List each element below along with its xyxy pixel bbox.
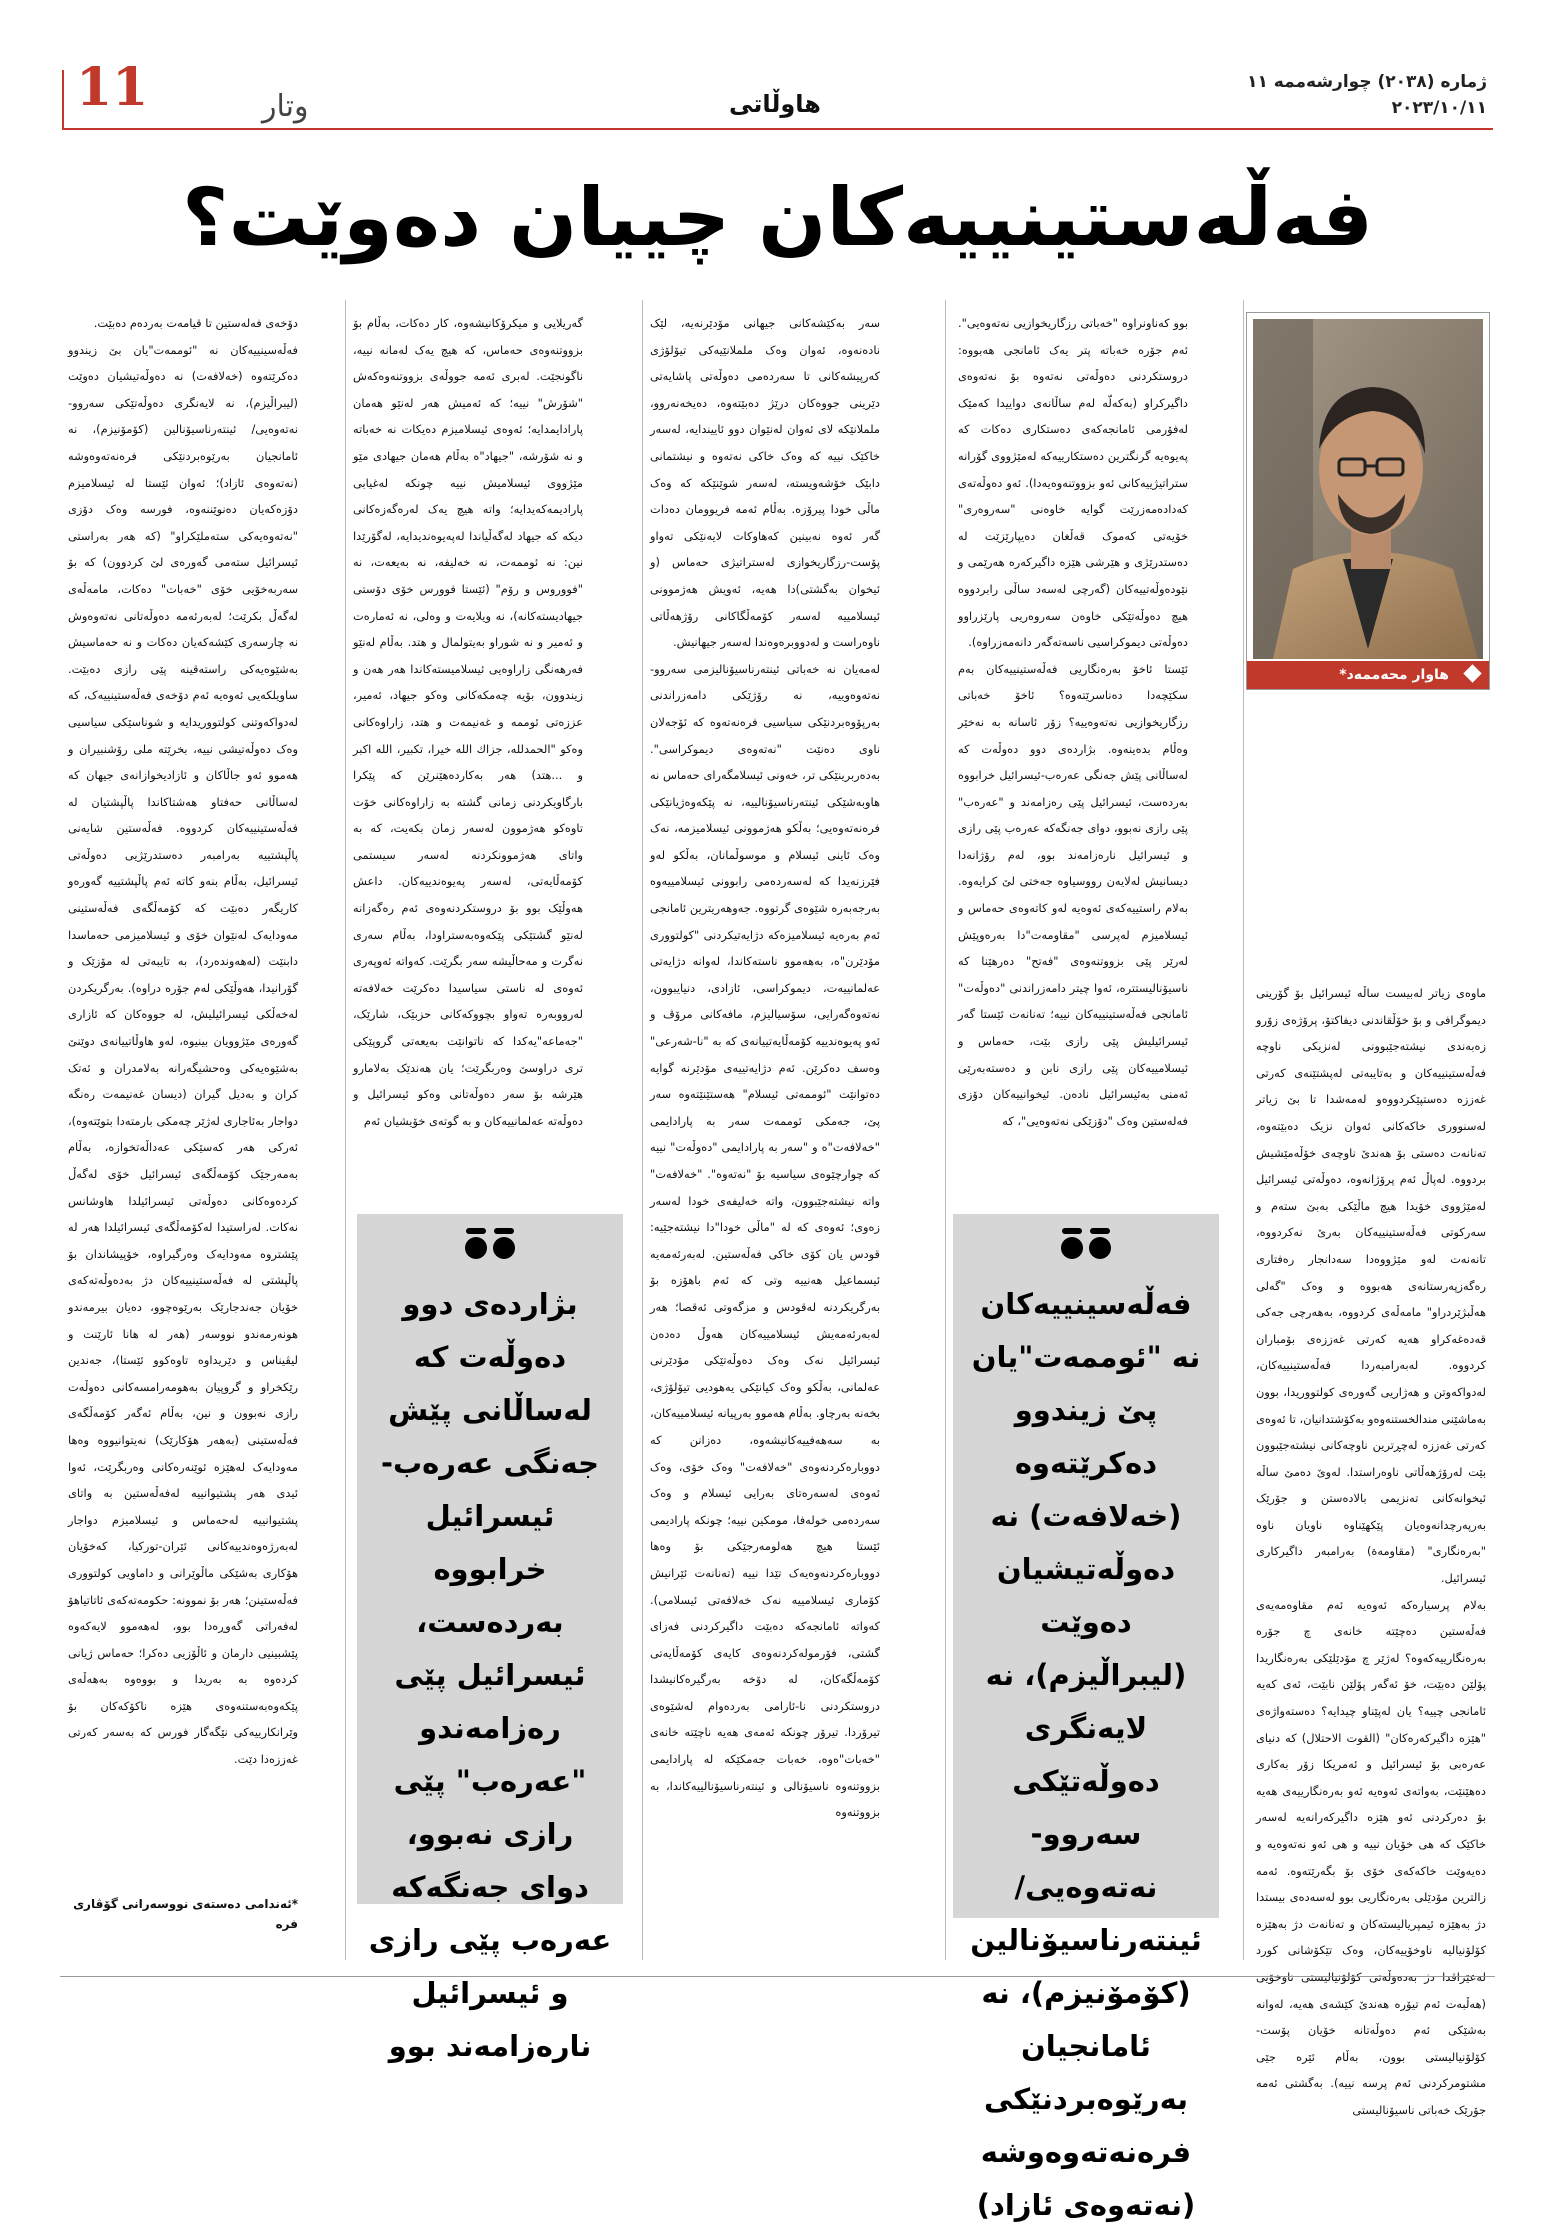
column-divider — [642, 300, 643, 1960]
page-number: 11 — [76, 57, 149, 118]
article-column-3 — [650, 310, 880, 1910]
paragraph: سەر بەکێشەکانی جیهانی مۆدێرنەیە، لێک نادەنەوە، ئەوان وەک ململانێیەکی تیۆلۆژی کەرپیشەکانی تا سەردەمی دەوڵەتی پاشایەتی دێرینی جووەکان درێژ دەبێتەوە، دەیخەنەروو، ململانێکە لای ئەوان لەنێوان دوو ئاییندایە، لەسەر خاکێک نییە کە وەک خاکی نەتەوە و نیشتمانی دابێک خۆشەویستە، لەسەر شوێنێکە کە وەک ماڵی خودا پیرۆزە. بەڵام ئەمە فریوومان دەدات گەر ئەوە نەبینین کەهاوکات لایەنێکی تەواو پۆست-رزگاریخوازی لەستراتیژی حەماس (و ئیخوان بەگشتی)دا هەیە، ئەویش هەژموونی ئیسلامییە لەسەر کۆمەڵگاکانی رۆژهەڵاتی ناوەراست و لەدووبرەوەندا لەسەر جیهانیش. — [650, 316, 880, 650]
article-column-4 — [353, 310, 583, 1186]
author-name: هاوار محەممەد* — [1339, 667, 1449, 683]
quote-marks-icon — [462, 1224, 518, 1264]
author-card — [1246, 312, 1490, 690]
quote-marks-icon — [1058, 1224, 1114, 1264]
issue-number-date: ژمارە (٢٠٣٨) چوارشەممە ١١ — [1247, 72, 1487, 92]
paragraph: بوو کەناونراوە "خەباتی رزگاریخوازیی نەتەوەیی". ئەم جۆرە خەباتە پتر یەک ئامانجی هەبووە: دروستکردنی دەوڵەتی نەتەوە بۆ نەتەوەی داگیرکراو (بەکەلّە لەم ساڵانەی دواییدا کەمێک لەفۆرمی ئامانجەکەی دەستکاری دەکات کە پەیوەیە گرنگترین دەستکارییەکە لەمێژووی گۆرانە ستراتیژییەکانی ئەو بزووتنەوەیەدا). ئەو دەوڵەتەی کەدادەمەزرێت گوایە خاوەنی "سەروەری" خۆیەتی کەموک قەڵغان دەیپارێزێت لە دەستدرێژی و هێرشی هێزە داگیرکەرە هەرێمی و نێودەوڵەتییەکان (گەرچی لەسەد ساڵی رابردووە هیچ دەوڵەتێکی خاوەن سەروەریی پارێزراوو دەوڵەتی دیموکراسیی ناسەتەگەر دانەمەزراوە). — [958, 316, 1188, 650]
bottom-rule — [60, 1976, 1495, 1977]
column-divider — [1243, 300, 1244, 1960]
author-caption-bar — [1247, 661, 1489, 689]
article-column-2 — [958, 310, 1188, 1165]
pull-quote — [953, 1214, 1219, 2222]
author-photo — [1253, 319, 1483, 659]
pull-quote — [357, 1214, 623, 2063]
paragraph: لەمەیان نە خەباتی ئینتەرناسیۆنالیزمی سەروو-نەتەوەوییە، نە رۆژێکی دامەزراندنی بەرپۆوەبردنێکی سیاسیی فرەنەتەوە کە ئۆجەلان ناوی دەنێت "نەتەوەی دیموکراسی". بەدەربرینێکی تر، خەونی ئیسلامگەرای حەماس نە هاوبەشێکی ئینتەرناسیۆنالییە، نە پێکەوەژیانێکی فرەنەتەوەیی؛ بەڵکو هەژموونی ئیسلامیزمە، نەک وەک ئاینی ئیسلام و موسوڵمانان، بەڵکو لەو فێرزنەیدا کە لەسەردەمی رابوونی ئیسلامییەوە بەرجەبەرە شێوەی گرتووە. جەوهەریترین ئامانجی ئەم بەرەیە ئیسلامیزەکە دژایەتیکردنی "کولتووری مۆدێرن"ە، بەهەموو ناستەکاندا، لەوانە دژایەتی عەلمانییەت، دیموکراسی، ئازادی، دنیایبوون، نەتەوەگەرایی، سۆسیالیزم، مافەکانی مرۆڤ و ئەو پەیوەندییە کۆمەڵایەتییانەی کە بە "نا-شەرعی" وەسف دەکرێن. ئەم دژایەتییەی مۆدێرنە گوایە دەتوانێت "ئوممەتی ئیسلام" هەستێنێتەوە سەر پێ، جەمکی ئوممەت سەر بە پارادایمی "خەلافەت"ە و "سەر بە پارادایمی "دەوڵەت" نییە کە چوارچێوەی سیاسیە بۆ "نەتەوە". "خەلافەت" واتە نیشتەجێبوون، واتە خەلیفەی خودا لەسەر زەوی؛ ئەوەی کە لە "ماڵی خودا"دا نیشتەجێیە: قودس یان کۆی خاکی فەڵەستین. لەبەرئەمەیە ئیسماعیل هەنییە وتی کە ئەم باهۆزە بۆ بەرگریکردنە لەقودس و مزگەوتی ئەقصا؛ هەر لەبەرئەمەیش ئیسلامییەکان هەوڵ دەدەن ئیسرائیل نەک وەک دەوڵەتێکی مۆدێرنی عەلمانی، بەڵکو وەک کیانێکی یەهودیی تیۆلۆژی، بخەنە بەرچاو. بەڵام هەموو بەرپیانە ئیسلامییەکان، بە سەهەفییەکانیشەوە، دەزانن کە دووبارەکردنەوەی "خەلافەت" وەک خۆی، وەک ئەوەی لەسەرەتای بەرایی ئیسلام و وەک سەردەمی خولەفا، مومکین نییە؛ چونکە پارادیمی ئێستا هیچ هەلومەرجێکی بۆ وەها دووبارەکردنەوەیەک تێدا نییە (تەنانەت ئێرانیش کۆماری ئیسلامییە نەک خەلافەتی ئیسلامی). کەواتە ئامانجەکە دەبێت داگیرکردنی فەزای گشتی، فۆرمولەکردنەوەی کایەی کۆمەڵایەتی کۆمەڵگەکان، لە دۆخە بەرگیرەکانیشدا دروستکردنی نا-ئارامی بەردەوام لەشێوەی تیرۆردا. تیرۆر چونکە ئەمەی هەیە ناچێتە خانەی "خەبات"ەوە، خەبات جەمکێکە لە پارادایمی بزووتنەوە ناسیۆنالی و ئینتەرناسیۆنالییەکاندا، بە بزووتنەوە — [650, 661, 880, 1820]
paragraph: گەریلایی و میکرۆکانیشەوە، کار دەکات، بەڵام بۆ بزووتنەوەی حەماس، کە هیچ یەک لەمانە نییە، ناگونجێت. لەبری ئەمە جووڵەی بزووتنەوەکەش "شۆرش" نییە؛ کە ئەمیش هەر لەنێو هەمان پارادایمدایە؛ ئەوەی ئیسلامیزم دەیکات نە خەباتە و نە شۆرشە، "جیهاد"ە بەڵام هەمان جیهادی مێو مێژووی ئیسلامیش نییە چونکە لەغیابی پارادیمەکەیدایە؛ واتە هیچ یەک لەرەگەزەکانی دیکە کە جیهاد لەگەڵیاندا لەپەیوەندیدایە، لەگۆرێدا نین: نە ئوممەت، نە خەلیفە، نە بەیعەت، نە "فووروس و رۆم" (ئێستا فوورس خۆی دۆستی جیهادیستەکانە)، نە ویلایەت و وەلی، نە ئەمارەت و ئەمیر و نە شوراو بەیتولمال و هتد. بەڵام لەنێو فەرهەنگی زاراوەیی ئیسلامیستەکاندا هەر هەن و زیندوون، بۆیە چەمکەکانی وەکو جیهاد، ئەمیر، عززەتی ئوممە و غەنیمەت و هتد، زاراوەکانی وەکو "الحمدلله، جزاك الله خیرا، تکبیر، الله اکبر و ...هتد) هەر بەکاردەهێنرێن کە پێکرا بارگاویکردنی زمانی گشتە بە زاراوەکانی خۆت تاوەکو هەژموون لەسەر زمان بکەیت، کە بە واتای هەژموونکردنە لەسەر سیستمی کۆمەڵایەتی، لەسەر پەیوەندییەکان. داعش هەوڵێک بوو بۆ دروستکردنەوەی ئەم رەگەزانە لەنێو گشتێکی پێکەوەبەستراودا، بەڵام سەری نەگرت و مەحاڵیشە سەر بگرێت. کەواتە ئەوپەری ئەوەی لە ناستی سیاسیدا دەکرێت خەلافەتە لەرووبەرە تەواو بچووکەکانی حزبێک، شارێک، "جەماعە"یەکدا کە ناتوانێت بەیعەتی گروپێکی تری دراوسێ وەربگرێت؛ یان هەندێک بەلامارو هێرشە بۆ سەر دەوڵەتانی وەکو ئیسرائیل و دەوڵەتە عەلمانییەکان و بە گوتەی خۆیشیان ئەم — [353, 316, 583, 1128]
column-divider — [345, 300, 346, 1960]
section-label: وتار — [262, 89, 309, 124]
diamond-icon — [1463, 664, 1481, 682]
masthead-logo: هاوڵاتی — [729, 90, 821, 118]
issue-date: ٢٠٢٣/١٠/١١ — [1391, 97, 1487, 118]
pull-quote-text: بژاردەی دوو دەوڵەت کە لەساڵانی پێش جەنگی عەرەب-ئیسرائیل خرابووە بەردەست، ئیسرائیل پێی رەزامەندو "عەرەب" پێی رازی نەبوو، دوای جەنگەکە عەرەب پێی رازی و ئیسرائیل نارەزامەند بوو — [368, 1287, 612, 2063]
header-rule — [62, 128, 1493, 130]
issue-info — [1247, 70, 1487, 121]
paragraph: ماوەی زیاتر لەبیست ساڵە ئیسرائیل بۆ گۆرینی دیموگرافی و بۆ خۆڵقاندنی دیفاکتۆ، پرۆژەی زۆرو زەبەندی نیشتەجێبوونی لەنزیکی ناوچە فەڵەستینییەکان و بەتایبەتی لەپشتێنەی کەرتی غەززە دەستپێکردووەو لەمەشدا تا بێ زیاتر لەسنووری خاکەکانی ئەوان نزیک دەبێتەوە، تەنانەت دەستی بۆ هەندێ ناوچەی خۆڵەمێشیش بردووە. لەپاڵ ئەم پرۆژانەوە، دەوڵەتی ئیسرائیل لەمێژووی خۆیدا هیچ ماڵێکی بەبێ ستەم و سەرکوتی فەڵەستینییەکان بەرێ نەکردووە، تانەنەت لەو مێژووەدا سەدانجار رەفتاری رەگەزپەرستانەی هەبووە و وەک "گەلی هەڵبژێردراو" مامەڵەی کردووە، بەهەرچی جەکی قەدەغەکراو هەیە کەرتی غەززەی بۆمباران کردووە. لەبەرامبەردا فەڵەستینییەکان، لەدواکەوتن و هەژاریی گەورەی کولتووریدا، بوون بەماشێنی مندالخستنەوەو بەکۆشتدانیان، تا ئەوەی کەرتی غەززە لەچڕترین ناوچەکانی نیشتەجێبوون بێت لەرۆژهەڵاتی ناوەراستدا. لەوێ دەمێ ساڵە ئیخوانەکانی تەنزیمی بالادەستن و جۆرێک بەرپەرچدانەوەیان پێکهێناوە ناویان ناوە "بەرەنگاری" (مقاومەة) بەرامبەر داگیرکاری ئیسرائیل. — [1256, 986, 1486, 1586]
article-column-1 — [1256, 980, 1486, 2117]
column-divider — [945, 300, 946, 1960]
article-column-5 — [68, 310, 298, 1850]
author-portrait-image — [1253, 319, 1483, 659]
author-footnote: *ئەندامی دەستەی نووسەرانی گۆڤاری فره — [73, 1897, 298, 1931]
pull-quote-text: فەڵەسینییەکان نە "ئوممەت"یان پێ زیندوو دەکرێتەوە (خەلافەت) نە دەوڵەتیشیان دەوێت (لیبراڵیزم)، نە لایەنگری دەوڵەتێکی سەروو-نەتەوەیی/ ئینتەرناسیۆنالین (کۆمۆنیزم)، نە ئامانجیان بەرێوەبردنێکی فرەنەتەوەوشە (نەتەوەی ئازاد) — [970, 1287, 1202, 2222]
paragraph: دۆخەی فەلەستین تا قیامەت بەردەم دەبێت. — [93, 316, 298, 330]
article-headline: فەڵەستینییەکان چییان دەوێت؟ — [182, 171, 1373, 264]
paragraph: بەلام پرسیارەکە ئەوەیە ئەم مقاوەمەیەی فەڵەستین دەچێتە خانەی چ جۆرە بەرەنگارییەکەوە؟ لەژێر چ مۆدێلێکی بەرەنگاریدا پۆلێن دەبێت، خۆ ئەگەر پۆلێن نابێت، ئەی کەیە ئامانجی چییە؟ یان لەپێناو چیدایە؟ دەستەواژەی "هێزە داگیرکەرەکان" (القوت الاحتلال) کە دنیای عەرەبی بۆ ئیسرائیل و ئەمریکا زۆر بەکاری دەهێنێت، بەواتەی ئەوەیە ئەو بەرەنگارییەی هەیە بۆ دەرکردنی ئەو هێزە داگیرکەرانەیە لەسەر خاکێک کە هی خۆیان نییە و هی ئەو نەتەوەیە و دەیەوێت خاکەکەی خۆی بۆ بگەرێتەوە. ئەمە زالترین مۆدێلی بەرەنگاریی بوو لەسەدەی بیستدا دژ بەهێزە ئیمپریالیستەکان و تەنانەت دژ بەهێزە کۆلۆنیالیە ناوخۆییەکان، وەک تێکۆشانی کورد لەعێراقدا دژ بەدەوڵەتی کۆلۆنیالیستی ناوخۆیی (هەڵبەت ئەم تیۆرە هەندێ کێشەی هەیە، لەوانە بەشێکی ئەم دەوڵەتانە خۆیان پۆست-کۆلۆنیالیستی بوون، بەڵام ئێرە جێی مشتومرکردنی ئەم پرسە نییە). بەگشتی ئەمە جۆرێک خەباتی ناسیۆنالیستی — [1256, 1597, 1486, 2117]
paragraph: فەڵەسینییەکان نە "ئوممەت"یان بێ زیندوو دەکرێتەوە (خەلافەت) نە دەوڵەتیشیان دەوێت (لیبراڵیزم)، نە لایەنگری دەوڵەتێکی سەروو-نەتەوەیی/ ئینتەرناسیۆنالین (کۆمۆنیزم)، نە ئامانجیان بەرێوەبردنێکی فرەنەتەوەوشە (نەتەوەی ئازاد)؛ ئەوان ئێستا لە ئیسلامیزم دۆزەکەیان دەنوێننەوە، فورسە وەک دۆزی "نەتەوەیەکی ستەملێکراو" (کە هەر بەراستی ئیسرائیل ستەمی گەورەی لێ کردوون) کە بۆ سەربەخۆیی خۆی "خەبات" دەکات، مامەڵەی لەگەڵ بکرێت؛ لەبەرئەمە دەوڵەتانی نەتەوەوش نە چارسەری کێشەکەیان دەکات و نە حەماسیش بەشێوەیەکی راستەقینە پێی رازی دەبێت. ساویلکەیی ئەوەیە ئەم دۆخەی فەڵەستینییەک، کە لەدواکەوتنی کولتووریدایە و شوناسێکی سیاسیی وەک دەوڵەتیشی نییە، بخرێتە ملی رۆشنبیران و هەموو ئەو جاڵاکان و ئازادیخوازانەی جیهان کە لەساڵانی حەفتاو هەشتاکاندا پاڵپشتیان لە فەڵەستینییەکان کردووە. فەڵەستین شایەنی پاڵپشتییە بەرامبەر دەستدرێژیی دەوڵەتی ئیسرائیل، بەڵام بنەو کاتە ئەم پاڵپشتییە گەورەو کاریگەر دەبێت کە کۆمەڵگەی فەڵەستینی مەودایەک لەنێوان خۆی و ئیسلامیزمی حەماسدا دابنێت (لەهەوندەرد)، بە تایبەتی لە مۆزێک و گۆرانیدا، هەوڵێکی لەم جۆرە دراوە). بەرگریکردن لەخەڵکی ئیسرائیلیش، لە جووەکان کە ئازاری گەورەی مێژوویان بینیوە، لەو هاوڵاتییانەی دوێنێ بەشێوەیەکی وەحشیگەرانە بەلامدران و ئەتک کران و بەدیل گیران (دیسان غەنیمەت رەنگە دواجار بەئاجاری لەژێر چەمکی بارمتەدا بتوێتەوە)، ئەرکی هەر کەسێکی عەداڵەتخوازە، بەڵام بەمەرجێک کۆمەڵگەی ئیسرائیل خۆی لەگەڵ کردەوەکانی دەوڵەتی ئیسرائیلدا هاوشانس نەکات. لەراستیدا لەکۆمەڵگەی ئیسرائیلدا هەر لە پێشتروە مەودایەک وەرگیراوە، خۆپیشاندان بۆ پاڵپشتی لە فەڵەستینییەکان دژ بەدەوڵەتەکەی خۆیان جەندجارێک بەرێوەچوو، دەیان بیرمەندو هونەرمەندو نووسەر (هەر لە هانا ئارێنت و لیڤیناس و دێریداوە تاوەکوو ئێستا)، جەندین رێکخراو و گروپیان بەهومەرامسەکانی دەوڵەت رازی نەبوون و نین، بەڵام ئەگەر کۆمەڵگەی فەڵەستینی (بەهەر هۆکارێک) نەیتوانیووە وەها مەودایەک لەهێزە ئوێنەرەکانی وەربگرێت، ئەوا ئیدی هەر پشتیوانییە لەفەڵەستین بە واتای پشتیوانییە لەحەماس و ئیسلامیزم دواجار لەبەرژەوەندییەکانی ئێران-تورکیا، کەخۆیان هۆکاری بەشێکی ماڵوێرانی و داماویی کولتووری فەڵەستینن؛ هەر بۆ نموونە: حکومەتەکەی ئاتاتیاهۆ لەفەراتی گەوڕەدا بوو، لەهەموو لایەکەوە پێشبینیی دارمان و ئاڵۆزیی دەکرا؛ حەماس ژیانی کردەوە بە بەریدا و بووەوە بەهەڵەی پێکەوەبەستنەوەی هێزە ناکۆکەکان بۆ وێرانکارییەکی نێگەگار فورس کە بەسەر کەرتی غەززەدا دێت. — [68, 342, 298, 1767]
paragraph: ئێستا ئاخۆ بەرەنگاریی فەڵەستینییەکان بەم سکێچەدا دەناسرێتەوە؟ ئاخۆ خەباتی رزگاریخوازیی نەتەوەییە؟ زۆر ئاسانە بە نەخێر وەڵام بدەینەوە. بژاردەی دوو دەوڵەت کە لەساڵانی پێش جەنگی عەرەب-ئیسرائیل خرابووە بەردەست، ئیسرائیل پێی رەزامەند و "عەرەب" پێی رازی نەبوو، دوای جەنگەکە عەرەب پێی رازی و ئیسرائیل نارەزامەند بوو، لەم رۆژانەدا دیسانیش لەلایەن رووسیاوە جەختی لێ کرایەوە. بەلام راستییەکەی ئەوەیە لەو کاتەوەی حەماس و ئیسلامیزم لەپرسی "مقاومەت"دا بەرەوپێش لەرێر پێی بزووتنەوەی "فەتح" دەرهێنا کە ناسیۆنالیستترە، ئەوا چیتر دامەزراندنی "دەوڵەت" ئامانجی فەڵەستینییەکان نییە؛ تەنانەت ئێستا گەر ئیسرائیلیش پێی رازی بێت، حەماس و ئیسلامییەکان پێی رازی نابن و دەستەبەرێی ئەمنی بەئیسرائیل نادەن. ئیخوانییەکان دۆزی فەلەستین وەک "دۆزێکی نەتەوەیی"، کە — [958, 661, 1188, 1128]
